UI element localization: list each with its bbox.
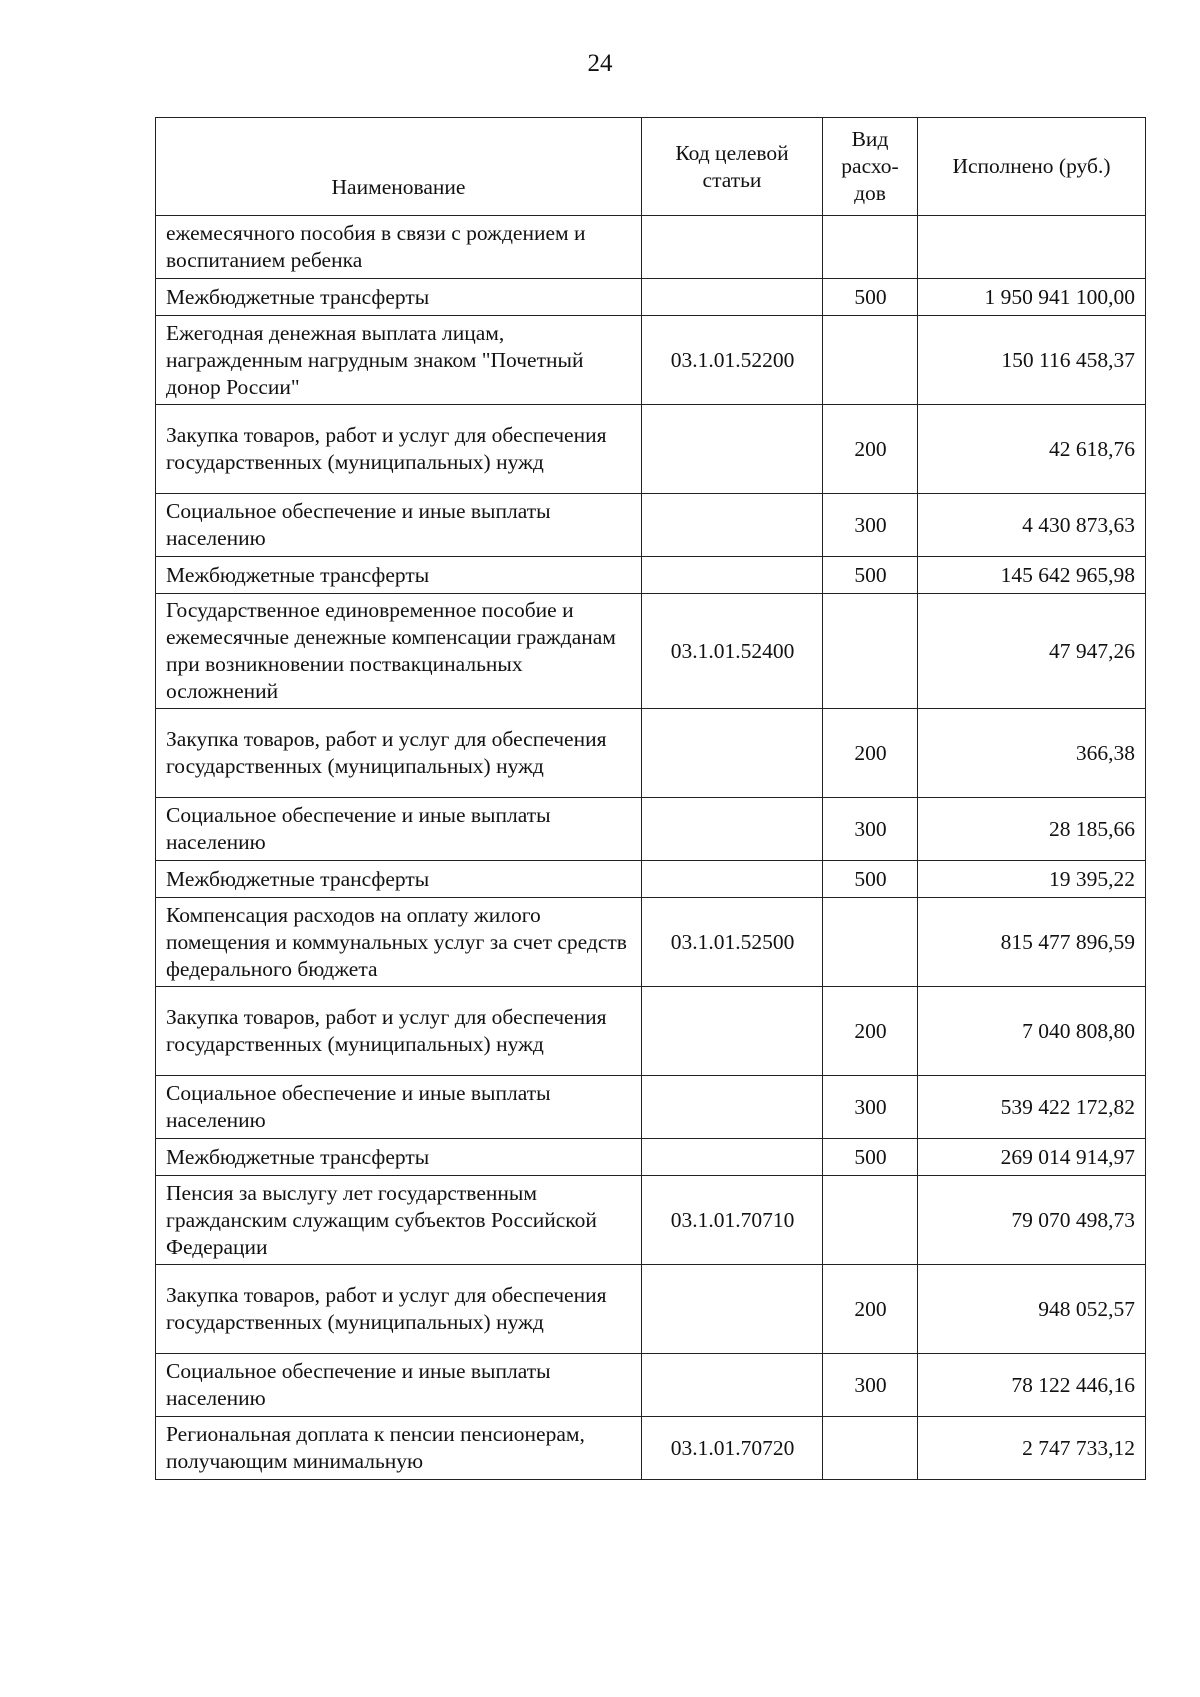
row-code-cell: 03.1.01.70710 [642, 1176, 823, 1265]
row-kind-cell: 300 [823, 798, 918, 861]
table-header-row [156, 118, 1146, 216]
row-sum-cell: 145 642 965,98 [918, 557, 1146, 594]
row-name-cell: Закупка товаров, работ и услуг для обеспечения государственных (муниципальных) нужд [156, 987, 642, 1076]
row-kind-cell: 200 [823, 405, 918, 494]
row-code-cell [642, 1354, 823, 1417]
row-code-cell: 03.1.01.52400 [642, 594, 823, 709]
table-row [156, 405, 1146, 494]
row-sum-cell: 815 477 896,59 [918, 898, 1146, 987]
row-sum-cell: 79 070 498,73 [918, 1176, 1146, 1265]
row-code-cell: 03.1.01.70720 [642, 1417, 823, 1480]
row-name-cell: Межбюджетные трансферты [156, 861, 642, 898]
row-kind-cell [823, 316, 918, 405]
table-row [156, 1076, 1146, 1139]
row-name-cell: Региональная доплата к пенсии пенсионерам, получающим минимальную [156, 1417, 642, 1480]
row-kind-cell: 500 [823, 279, 918, 316]
row-code-cell [642, 861, 823, 898]
table-row [156, 1265, 1146, 1354]
row-code-cell [642, 1139, 823, 1176]
row-code-cell [642, 216, 823, 279]
row-name-cell: Социальное обеспечение и иные выплаты населению [156, 1354, 642, 1417]
row-code-cell [642, 557, 823, 594]
table-row [156, 987, 1146, 1076]
row-sum-cell: 2 747 733,12 [918, 1417, 1146, 1480]
row-kind-cell [823, 216, 918, 279]
table-row [156, 279, 1146, 316]
row-sum-cell [918, 216, 1146, 279]
row-name-cell: Компенсация расходов на оплату жилого помещения и коммунальных услуг за счет средств федерального бюджета [156, 898, 642, 987]
row-kind-cell [823, 594, 918, 709]
row-kind-cell: 200 [823, 1265, 918, 1354]
table-row [156, 494, 1146, 557]
page-number: 24 [587, 50, 613, 77]
row-name-cell: Социальное обеспечение и иные выплаты населению [156, 494, 642, 557]
row-name-cell: Межбюджетные трансферты [156, 557, 642, 594]
row-code-cell [642, 405, 823, 494]
header-kind: Вид расхо-дов [823, 118, 918, 216]
row-code-cell [642, 798, 823, 861]
row-code-cell [642, 1265, 823, 1354]
row-name-cell: Государственное единовременное пособие и ежемесячные денежные компенсации гражданам при возникновении поствакцинальных осложнений [156, 594, 642, 709]
table-row [156, 1417, 1146, 1480]
row-kind-cell: 300 [823, 494, 918, 557]
row-code-cell [642, 1076, 823, 1139]
table-row [156, 898, 1146, 987]
row-sum-cell: 366,38 [918, 709, 1146, 798]
row-kind-cell: 500 [823, 1139, 918, 1176]
table-body [156, 216, 1146, 1480]
row-sum-cell: 4 430 873,63 [918, 494, 1146, 557]
row-sum-cell: 269 014 914,97 [918, 1139, 1146, 1176]
row-sum-cell: 150 116 458,37 [918, 316, 1146, 405]
header-code: Код целевой статьи [642, 118, 823, 216]
row-sum-cell: 1 950 941 100,00 [918, 279, 1146, 316]
row-code-cell [642, 709, 823, 798]
row-kind-cell [823, 898, 918, 987]
row-name-cell: Закупка товаров, работ и услуг для обеспечения государственных (муниципальных) нужд [156, 709, 642, 798]
row-name-cell: Ежегодная денежная выплата лицам, награжденным нагрудным знаком "Почетный донор России" [156, 316, 642, 405]
row-kind-cell: 500 [823, 861, 918, 898]
header-name: Наименование [156, 118, 642, 216]
table-row [156, 216, 1146, 279]
header-sum: Исполнено (руб.) [918, 118, 1146, 216]
table-row [156, 861, 1146, 898]
row-name-cell: Закупка товаров, работ и услуг для обеспечения государственных (муниципальных) нужд [156, 405, 642, 494]
budget-execution-table [155, 117, 1146, 1480]
row-sum-cell: 42 618,76 [918, 405, 1146, 494]
row-name-cell: Социальное обеспечение и иные выплаты населению [156, 1076, 642, 1139]
table-row [156, 316, 1146, 405]
table-row [156, 594, 1146, 709]
row-code-cell: 03.1.01.52200 [642, 316, 823, 405]
row-code-cell [642, 987, 823, 1076]
row-name-cell: Межбюджетные трансферты [156, 1139, 642, 1176]
table-row [156, 798, 1146, 861]
row-name-cell: ежемесячного пособия в связи с рождением и воспитанием ребенка [156, 216, 642, 279]
row-kind-cell: 300 [823, 1354, 918, 1417]
row-kind-cell: 200 [823, 709, 918, 798]
row-sum-cell: 539 422 172,82 [918, 1076, 1146, 1139]
row-kind-cell: 500 [823, 557, 918, 594]
row-code-cell [642, 279, 823, 316]
row-sum-cell: 78 122 446,16 [918, 1354, 1146, 1417]
row-name-cell: Закупка товаров, работ и услуг для обеспечения государственных (муниципальных) нужд [156, 1265, 642, 1354]
row-name-cell: Социальное обеспечение и иные выплаты населению [156, 798, 642, 861]
row-kind-cell: 200 [823, 987, 918, 1076]
row-sum-cell: 7 040 808,80 [918, 987, 1146, 1076]
table-row [156, 557, 1146, 594]
row-kind-cell [823, 1417, 918, 1480]
row-sum-cell: 19 395,22 [918, 861, 1146, 898]
row-kind-cell [823, 1176, 918, 1265]
row-kind-cell: 300 [823, 1076, 918, 1139]
row-sum-cell: 47 947,26 [918, 594, 1146, 709]
row-name-cell: Пенсия за выслугу лет государственным гражданским служащим субъектов Российской Федерации [156, 1176, 642, 1265]
table-row [156, 1354, 1146, 1417]
row-sum-cell: 28 185,66 [918, 798, 1146, 861]
table-row [156, 1176, 1146, 1265]
table-row [156, 1139, 1146, 1176]
row-code-cell [642, 494, 823, 557]
row-sum-cell: 948 052,57 [918, 1265, 1146, 1354]
row-name-cell: Межбюджетные трансферты [156, 279, 642, 316]
row-code-cell: 03.1.01.52500 [642, 898, 823, 987]
table-row [156, 709, 1146, 798]
